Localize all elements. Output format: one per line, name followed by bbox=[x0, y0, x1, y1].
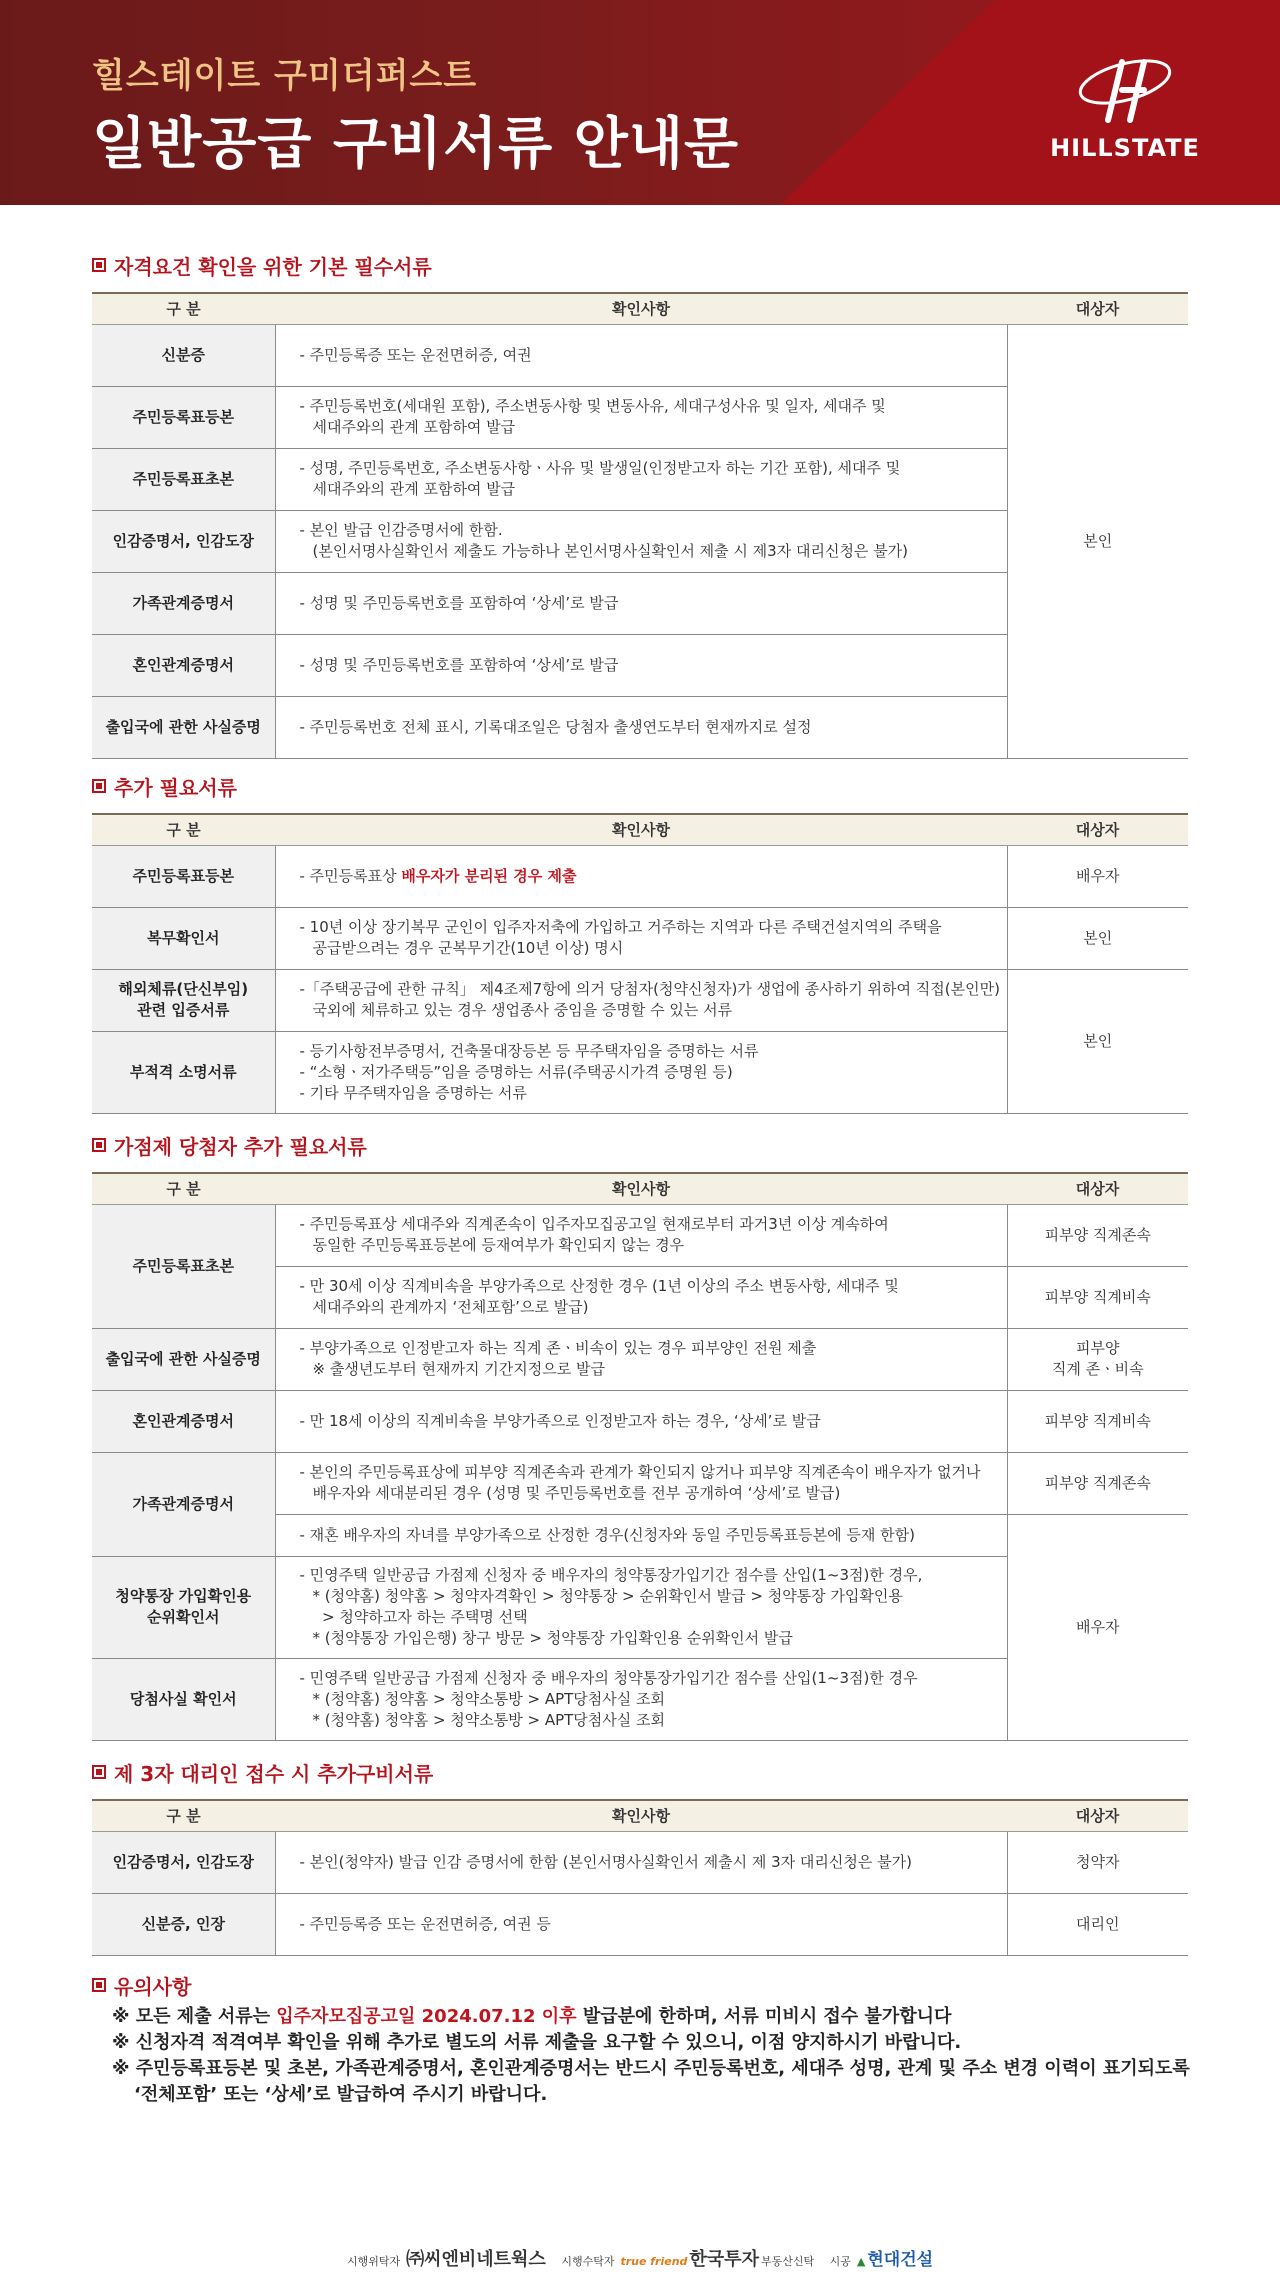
table-row: 주민등록표초본 - 주민등록표상 세대주와 직계존속이 입주자모집공고일 현재로부터 과거3년 이상 계속하여 동일한 주민등록표등본에 등재여부가 확인되지 않는 경우 피부양 직계존속 bbox=[92, 1204, 1188, 1266]
hillstate-emblem-icon bbox=[1070, 50, 1180, 130]
note-3: ※ 주민등록표등본 및 초본, 가족관계증명서, 혼인관계증명서는 반드시 주민등록번호, 세대주 성명, 관계 및 주소 변경 이력이 표기되도록 bbox=[112, 2058, 1190, 2079]
square-bullet-icon bbox=[92, 1138, 106, 1152]
table-row: 가족관계증명서 - 성명 및 주민등록번호를 포함하여 ‘상세’로 발급 bbox=[92, 572, 1188, 634]
table-row: - 만 30세 이상 직계비속을 부양가족으로 산정한 경우 (1년 이상의 주소 변동사항, 세대주 및 세대주와의 관계까지 ‘전체포함’으로 발급) 피부양 직계비속 bbox=[92, 1266, 1188, 1328]
table-row: 주민등록표초본 - 성명, 주민등록번호, 주소변동사항ㆍ사유 및 발생일(인정받고자 하는 기간 포함), 세대주 및 세대주와의 관계 포함하여 발급 bbox=[92, 448, 1188, 510]
table-row: 주민등록표등본 - 주민등록표상 배우자가 분리된 경우 제출 배우자 bbox=[92, 845, 1188, 907]
truefriend-logo: true friend bbox=[620, 2255, 688, 2268]
hyundai-triangle-icon: ▲ bbox=[856, 2255, 866, 2268]
table-row: 출입국에 관한 사실증명 - 주민등록번호 전체 표시, 기록대조일은 당첨자 출생연도부터 현재까지로 설정 bbox=[92, 696, 1188, 758]
table-row: 인감증명서, 인감도장 - 본인(청약자) 발급 인감 증명서에 한함 (본인서명사실확인서 제출시 제 3자 대리신청은 불가) 청약자 bbox=[92, 1831, 1188, 1893]
logo-brand: HILLSTATE bbox=[1050, 134, 1200, 162]
header-banner bbox=[0, 0, 1280, 205]
merged-target-cell: 배우자 bbox=[1007, 1514, 1188, 1740]
col-header-target: 대상자 bbox=[1007, 293, 1188, 324]
note-3-cont: ‘전체포함’ 또는 ‘상세’로 발급하여 주시기 바랍니다. bbox=[134, 2084, 548, 2105]
table-row: 가족관계증명서 - 본인의 주민등록표상에 피부양 직계존속과 관계가 확인되지 않거나 피부양 직계존속이 배우자가 없거나 배우자와 세대분리된 경우 (성명 및 주민등록번호를 전부 공개하여 ‘상세’로 발급) 피부양 직계존속 bbox=[92, 1452, 1188, 1514]
target-cell: 본인 bbox=[1007, 324, 1188, 758]
section-title: 자격요건 확인을 위한 기본 필수서류 bbox=[92, 250, 1188, 280]
additional-documents-table: 구 분 확인사항 대상자 주민등록표등본 - 주민등록표상 배우자가 분리된 경우 제출 배우자 복무확인서 - 10년 이상 장기복무 군인이 입주자저축에 가입하고 거주하는 지역과 다른 주택건설지역의 주택을 공급받으려는 경우 군복무기간(10년 이상) 명시 본인 해외체류(단신부임) 관련 입증서류 -「주택공급에 관한 규칙」 제4조제7항에 의거 당첨자(청약신청자)가 생업에 종사하기 위하여 직접(본인만) 국외에 체류하고 있는 경우 생업종사 중임을 증명할 수 있는 서류 본인 부적격 소명서류 - 등기사항전부증명서, 건축물대장등본 등 무주택자임을 증명하는 서류 - “소형ㆍ저가주택등”임을 증명하는 서류(주택공시가격 증명원 등) - 기타 무주택자임을 증명하는 서류 bbox=[92, 813, 1188, 1114]
table-row: 주민등록표등본 - 주민등록번호(세대원 포함), 주소변동사항 및 변동사유, 세대구성사유 및 일자, 세대주 및 세대주와의 관계 포함하여 발급 bbox=[92, 386, 1188, 448]
table-row: 당첨사실 확인서 - 민영주택 일반공급 가점제 신청자 중 배우자의 청약통장가입기간 점수를 산입(1~3점)한 경우 * (청약홈) 청약홈 > 청약소통방 > APT당첨사실 조회 * (청약홈) 청약홈 > 청약소통방 > APT당첨사실 조회 bbox=[92, 1658, 1188, 1740]
points-winner-table: 구 분 확인사항 대상자 주민등록표초본 - 주민등록표상 세대주와 직계존속이 입주자모집공고일 현재로부터 과거3년 이상 계속하여 동일한 주민등록표등본에 등재여부가 확인되지 않는 경우 피부양 직계존속 - 만 30세 이상 직계비속을 부양가족으로 산정한 경우 (1년 이상의 주소 변동사항, 세대주 및 세대주와의 관계까지 ‘전체포함’으로 발급) 피부양 직계비속 출입국에 관한 사실증명 - 부양가족으로 인정받고자 하는 직계 존ㆍ비속이 있는 경우 피부양인 전원 제출 ※ 출생년도부터 현재까지 기간지정으로 발급 피부양 직계 존ㆍ비속 혼인관계증명서 - 만 18세 이상의 직계비속을 부양가족으로 인정받고자 하는 경우, ‘상세’로 발급 피부양 직계비속 가족관계증명서 - 본인의 주민등록표상에 피부양 직계존속과 관계가 확인되지 않거나 피부양 직계존속이 배우자가 없거나 배우자와 세대분리된 경우 (성명 및 주민등록번호를 전부 공개하여 ‘상세’로 발급) 피부양 직계존속 - 재혼 배우자의 자녀를 부양가족으로 산정한 경우(신청자와 동일 주민등록표등본에 등재 한함) 배우자 청약통장 가입확인용 순위확인서 - 민영주택 일반공급 가점제 신청자 중 배우자의 청약통장가입기간 점수를 산입(1~3점)한 경우, * (청약홈) 청약홈 > 청약자격확인 > 청약통장 > 순위확인서 발급 > 청약통장 가입확인용 > 청약하고자 하는 주택명 선택 * (청약통장 가입은행) 창구 방문 > 청약통장 가입확인용 순위확인서 발급 당첨사실 확인서 - 민영주택 일반공급 가점제 신청자 중 배우자의 청약통장가입기간 점수를 산입(1~3점)한 경우 * (청약홈) 청약홈 > 청약소통방 > APT당첨사실 조회 * (청약홈) 청약홈 > 청약소통방 > APT당첨사실 조회 bbox=[92, 1172, 1188, 1741]
section-basic-documents bbox=[92, 250, 1188, 759]
section-third-party-documents bbox=[92, 1757, 1188, 1956]
section-title: 제 3자 대리인 접수 시 추가구비서류 bbox=[92, 1757, 1188, 1787]
table-row: 출입국에 관한 사실증명 - 부양가족으로 인정받고자 하는 직계 존ㆍ비속이 있는 경우 피부양인 전원 제출 ※ 출생년도부터 현재까지 기간지정으로 발급 피부양 직계 존ㆍ비속 bbox=[92, 1328, 1188, 1390]
section-points-winner-documents bbox=[92, 1130, 1188, 1741]
section-title: 추가 필요서류 bbox=[92, 771, 1188, 801]
table-row: 해외체류(단신부임) 관련 입증서류 -「주택공급에 관한 규칙」 제4조제7항에 의거 당첨자(청약신청자)가 생업에 종사하기 위하여 직접(본인만) 국외에 체류하고 있는 경우 생업종사 중임을 증명할 수 있는 서류 본인 bbox=[92, 969, 1188, 1031]
footer-credits: 시행위탁자 ㈜씨엔비네트웍스 시행수탁자 true friend 한국투자 부동산신탁 시공 ▲ 현대건설 bbox=[346, 2249, 934, 2270]
header-subtitle: 힐스테이트 구미더퍼스트 bbox=[92, 56, 478, 96]
table-row: 복무확인서 - 10년 이상 장기복무 군인이 입주자저축에 가입하고 거주하는 지역과 다른 주택건설지역의 주택을 공급받으려는 경우 군복무기간(10년 이상) 명시 본인 bbox=[92, 907, 1188, 969]
square-bullet-icon bbox=[92, 258, 106, 272]
table-row: 인감증명서, 인감도장 - 본인 발급 인감증명서에 한함. (본인서명사실확인서 제출도 가능하나 본인서명사실확인서 제출 시 제3자 대리신청은 불가) bbox=[92, 510, 1188, 572]
col-header-details: 확인사항 bbox=[275, 293, 1007, 324]
note-1: ※ 모든 제출 서류는 입주자모집공고일 2024.07.12 이후 발급분에 한하며, 서류 미비시 접수 불가합니다 bbox=[112, 2006, 952, 2027]
square-bullet-icon bbox=[92, 1765, 106, 1779]
note-2: ※ 신청자격 적격여부 확인을 위해 추가로 별도의 서류 제출을 요구할 수 있으니, 이점 양지하시기 바랍니다. bbox=[112, 2032, 962, 2053]
table-row: 청약통장 가입확인용 순위확인서 - 민영주택 일반공급 가점제 신청자 중 배우자의 청약통장가입기간 점수를 산입(1~3점)한 경우, * (청약홈) 청약홈 > 청약자격확인 > 청약통장 > 순위확인서 발급 > 청약통장 가입확인용 > 청약하고자 하는 주택명 선택 * (청약통장 가입은행) 창구 방문 > 청약통장 가입확인용 순위확인서 발급 bbox=[92, 1556, 1188, 1658]
table-row: - 재혼 배우자의 자녀를 부양가족으로 산정한 경우(신청자와 동일 주민등록표등본에 등재 한함) 배우자 bbox=[92, 1514, 1188, 1556]
table-row: 혼인관계증명서 - 성명 및 주민등록번호를 포함하여 ‘상세’로 발급 bbox=[92, 634, 1188, 696]
developer-name: ㈜씨엔비네트웍스 bbox=[406, 2249, 546, 2270]
trustee-name: 한국투자 bbox=[689, 2249, 759, 2270]
notes-section bbox=[92, 1970, 1192, 2108]
square-bullet-icon bbox=[92, 779, 106, 793]
section-additional-documents bbox=[92, 771, 1188, 1114]
table-row: 부적격 소명서류 - 등기사항전부증명서, 건축물대장등본 등 무주택자임을 증명하는 서류 - “소형ㆍ저가주택등”임을 증명하는 서류(주택공시가격 증명원 등) - 기타 무주택자임을 증명하는 서류 bbox=[92, 1031, 1188, 1113]
table-row: 혼인관계증명서 - 만 18세 이상의 직계비속을 부양가족으로 인정받고자 하는 경우, ‘상세’로 발급 피부양 직계비속 bbox=[92, 1390, 1188, 1452]
section-title: 유의사항 bbox=[92, 1970, 1192, 2000]
builder-name: 현대건설 bbox=[867, 2250, 934, 2270]
table-row: 신분증, 인장 - 주민등록증 또는 운전면허증, 여권 등 대리인 bbox=[92, 1893, 1188, 1955]
col-header-category: 구 분 bbox=[92, 293, 275, 324]
section-title: 가점제 당첨자 추가 필요서류 bbox=[92, 1130, 1188, 1160]
third-party-table: 구 분 확인사항 대상자 인감증명서, 인감도장 - 본인(청약자) 발급 인감 증명서에 한함 (본인서명사실확인서 제출시 제 3자 대리신청은 불가) 청약자 신분증, 인장 - 주민등록증 또는 운전면허증, 여권 등 대리인 bbox=[92, 1799, 1188, 1956]
basic-documents-table bbox=[92, 292, 1188, 759]
header-title: 일반공급 구비서류 안내문 bbox=[92, 112, 740, 177]
hillstate-logo bbox=[1050, 50, 1200, 170]
table-row: 신분증 - 주민등록증 또는 운전면허증, 여권 본인 bbox=[92, 324, 1188, 386]
header-diagonal bbox=[780, 0, 1280, 205]
square-bullet-icon bbox=[92, 1978, 106, 1992]
